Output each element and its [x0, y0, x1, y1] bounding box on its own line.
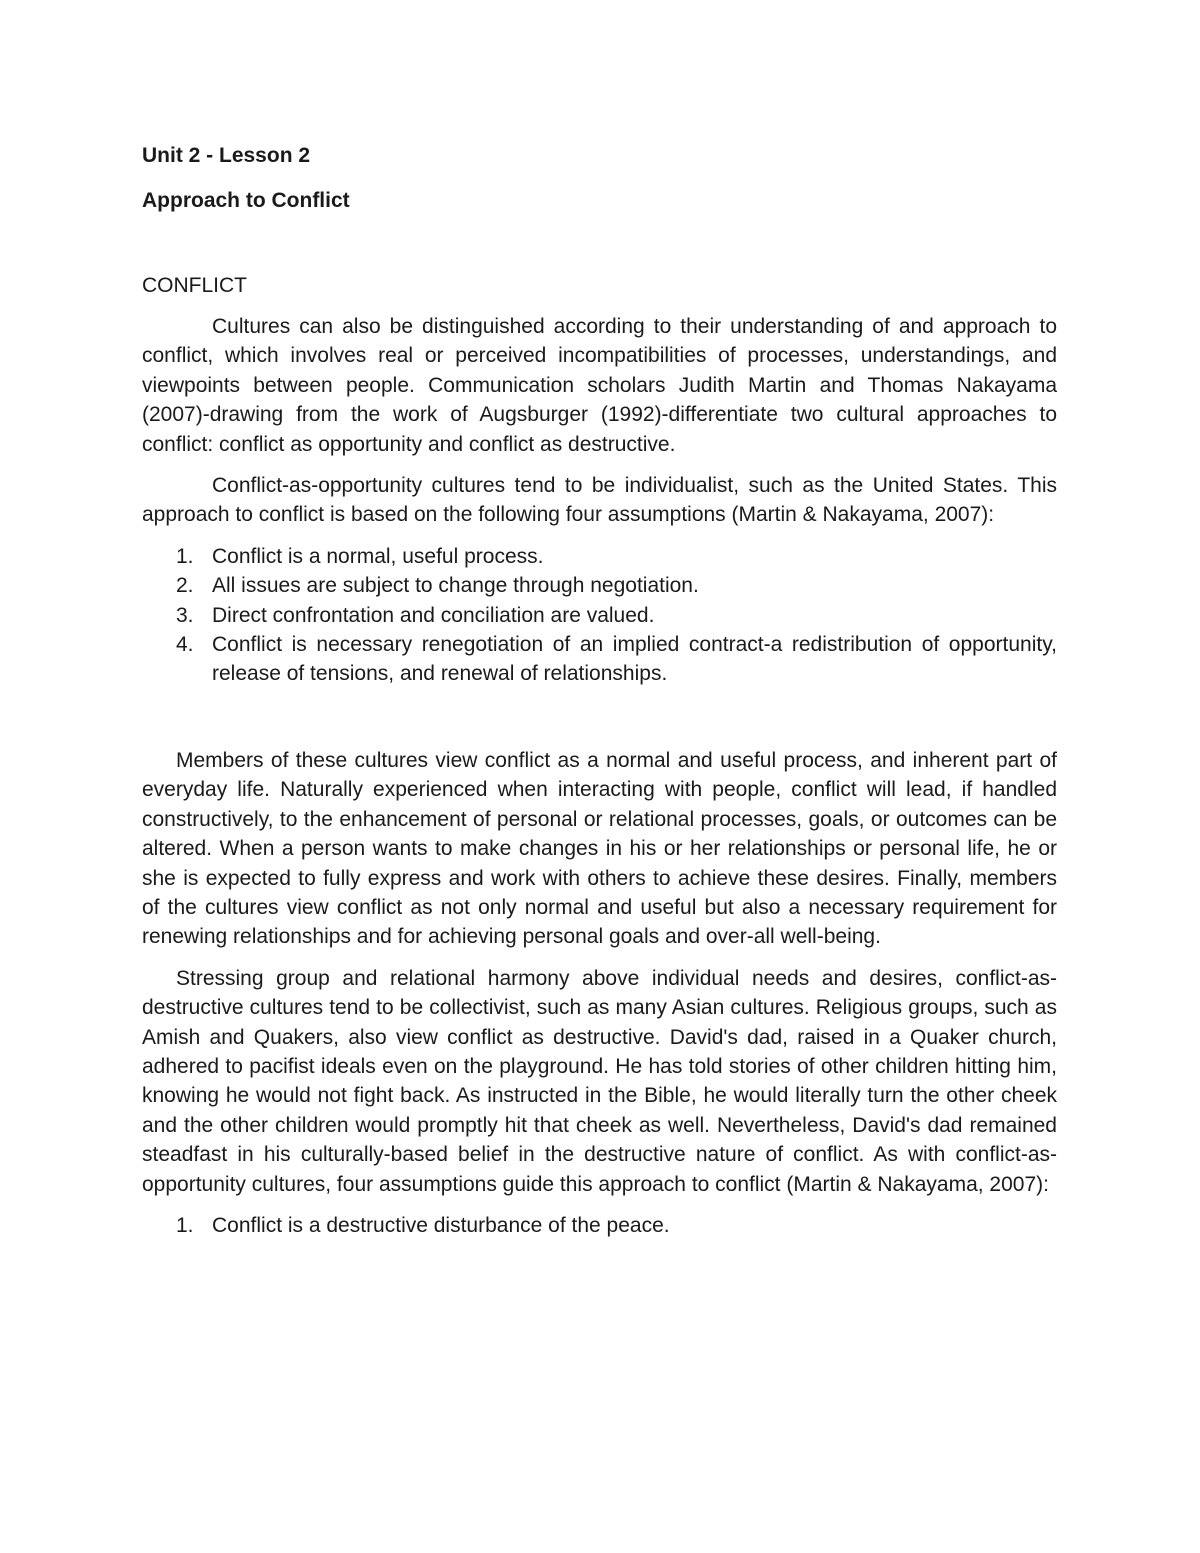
- list-item-text: Direct confrontation and conciliation are valued.: [212, 603, 655, 627]
- document-page: [142, 138, 1057, 1252]
- paragraph-opportunity: Conflict-as-opportunity cultures tend to be individualist, such as the United States. This approach to conflict is based on the following four assumptions (Martin & Nakayama, 2007):: [142, 474, 1057, 527]
- list-item: [142, 630, 1057, 689]
- paragraph-destructive: Stressing group and relational harmony above individual needs and desires, conflict-as-destructive cultures tend to be collectivist, such as many Asian cultures. Religious groups, such as Amish and Quakers, also view conflict as destructive. David's dad, raised in a Quaker church, adhered to pacifist ideals even on the playground. He has told stories of other children hitting him, knowing he would not fight back. As instructed in the Bible, he would literally turn the other cheek and the other children would promptly hit that cheek as well. Nevertheless, David's dad remained steadfast in his culturally-based belief in the destructive nature of conflict. As with conflict-as-opportunity cultures, four assumptions guide this approach to conflict (Martin & Nakayama, 2007):: [142, 966, 1057, 1196]
- list-item-text: Conflict is necessary renegotiation of an implied contract-a redistribution of opportunity, release of tensions, and renewal of relationships.: [212, 633, 1057, 686]
- list-number: 4.: [176, 633, 194, 657]
- list-item: [142, 1211, 1057, 1240]
- paragraph-spacer: [142, 701, 1057, 746]
- list-item-text: Conflict is a destructive disturbance of the peace.: [212, 1213, 670, 1237]
- lesson-title: Approach to Conflict: [142, 189, 350, 212]
- list-number: 1.: [176, 544, 194, 568]
- paragraph-members: Members of these cultures view conflict as a normal and useful process, and inherent part of everyday life. Naturally experienced when interacting with people, conflict will lead, if handled constructively, to the enhancement of personal or relational processes, goals, or outcomes can be altered. When a person wants to make changes in his or her relationships or personal life, he or she is expected to fully express and work with others to achieve these desires. Finally, members of the cultures view conflict as not only normal and useful but also a necessary requirement for renewing relationships and for achieving personal goals and over-all well-being.: [142, 748, 1057, 949]
- list-item-text: All issues are subject to change through negotiation.: [212, 574, 699, 598]
- list-item-text: Conflict is a normal, useful process.: [212, 544, 544, 568]
- list-number: 2.: [176, 574, 194, 598]
- list-item: [142, 542, 1057, 571]
- unit-heading: Unit 2 - Lesson 2: [142, 144, 311, 167]
- destructive-assumptions-list: [142, 1211, 1057, 1240]
- opportunity-assumptions-list: [142, 542, 1057, 689]
- paragraph-intro: Cultures can also be distinguished according to their understanding of and approach to conflict, which involves real or perceived incompatibilities of processes, understandings, and viewpoints between people. Communication scholars Judith Martin and Thomas Nakayama (2007)-drawing from the work of Augsburger (1992)-differentiate two cultural approaches to conflict: conflict as opportunity and conflict as destructive.: [142, 315, 1057, 456]
- list-number: 3.: [176, 603, 194, 627]
- list-number: 1.: [176, 1213, 194, 1237]
- list-item: [142, 571, 1057, 600]
- list-item: [142, 601, 1057, 630]
- section-label: CONFLICT: [142, 274, 247, 297]
